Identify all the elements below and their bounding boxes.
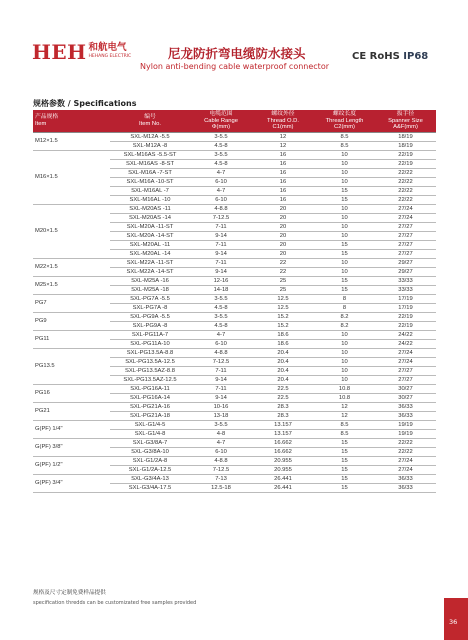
column-header-line: 螺纹外径 — [271, 111, 295, 117]
cable-range-cell: 13-18 — [190, 411, 252, 420]
column-header-line: C1(mm) — [272, 124, 294, 130]
item-number-cell: SXL-G1/4-5 — [110, 420, 190, 429]
spanner-size-cell: 17/19 — [375, 294, 436, 303]
column-header-line: Cable Range — [204, 117, 238, 124]
cable-range-cell: 3-5.5 — [190, 420, 252, 429]
thread-length-cell: 15 — [314, 285, 375, 294]
spanner-size-cell: 36/33 — [375, 474, 436, 483]
table-body — [33, 132, 436, 492]
item-number-cell: SXL-PG13.5A-12.5 — [110, 357, 190, 366]
item-number-cell: SXL-M20A -14-ST — [110, 231, 190, 240]
thread-length-cell: 15 — [314, 438, 375, 447]
logo-english-name: HEHANG ELECTRIC — [88, 54, 132, 59]
cable-range-cell: 4-8 — [190, 429, 252, 438]
cable-range-cell: 4.5-8 — [190, 303, 252, 312]
cable-range-cell: 10-16 — [190, 402, 252, 411]
spanner-size-cell: 22/22 — [375, 438, 436, 447]
cable-range-cell: 4-7 — [190, 330, 252, 339]
table-row — [33, 150, 436, 159]
table-row — [33, 402, 436, 411]
thread-od-cell: 28.3 — [252, 411, 314, 420]
item-number-cell: SXL-M20AS -14 — [110, 213, 190, 222]
thread-length-cell: 10.8 — [314, 384, 375, 393]
column-header-line: Thread O.D. — [267, 117, 299, 124]
spanner-size-cell: 27/27 — [375, 222, 436, 231]
logo-text — [89, 42, 132, 60]
brand-logo — [32, 42, 131, 62]
column-header-line: Item No. — [139, 120, 161, 127]
item-number-cell: SXL-M20A -11-ST — [110, 222, 190, 231]
item-size-cell: PG7 — [33, 294, 110, 312]
thread-length-cell: 15 — [314, 483, 375, 492]
table-row — [33, 276, 436, 285]
thread-od-cell: 15.2 — [252, 321, 314, 330]
column-header — [252, 110, 314, 132]
column-header-line: Φ(mm) — [211, 124, 231, 130]
item-number-cell: SXL-M16AS -5.5-ST — [110, 150, 190, 159]
cable-range-cell: 4.5-8 — [190, 141, 252, 150]
thread-od-cell: 22.5 — [252, 393, 314, 402]
thread-length-cell: 15 — [314, 276, 375, 285]
thread-length-cell: 10 — [314, 204, 375, 213]
thread-length-cell: 10 — [314, 330, 375, 339]
column-header-line: Item — [35, 120, 47, 127]
item-number-cell: SXL-M16AL -7 — [110, 186, 190, 195]
item-number-cell: SXL-PG11A-7 — [110, 330, 190, 339]
cable-range-cell: 6-10 — [190, 177, 252, 186]
item-number-cell: SXL-PG13.5A-8.8 — [110, 348, 190, 357]
item-number-cell: SXL-PG21A-16 — [110, 402, 190, 411]
thread-od-cell: 12.5 — [252, 303, 314, 312]
thread-od-cell: 26.441 — [252, 474, 314, 483]
item-number-cell: SXL-M16AS -8-ST — [110, 159, 190, 168]
spanner-size-cell: 29/27 — [375, 258, 436, 267]
spanner-size-cell: 22/22 — [375, 177, 436, 186]
spanner-size-cell: 18/19 — [375, 141, 436, 150]
thread-length-cell: 15 — [314, 447, 375, 456]
thread-od-cell: 25 — [252, 285, 314, 294]
spanner-size-cell: 27/24 — [375, 357, 436, 366]
thread-length-cell: 10.8 — [314, 393, 375, 402]
cable-range-cell: 7-11 — [190, 258, 252, 267]
cable-range-cell: 9-14 — [190, 393, 252, 402]
thread-od-cell: 13.157 — [252, 429, 314, 438]
item-size-cell: PG9 — [33, 312, 110, 330]
column-header — [190, 110, 252, 132]
thread-length-cell: 8.5 — [314, 141, 375, 150]
cable-range-cell: 3-5.5 — [190, 132, 252, 141]
table-row — [33, 420, 436, 429]
thread-od-cell: 20 — [252, 204, 314, 213]
thread-od-cell: 22.5 — [252, 384, 314, 393]
thread-length-cell: 15 — [314, 456, 375, 465]
table-row — [33, 348, 436, 357]
thread-od-cell: 20 — [252, 222, 314, 231]
footnote-english: specification thredds can be customizated free samples provided — [33, 600, 197, 606]
table-row — [33, 330, 436, 339]
thread-length-cell: 15 — [314, 465, 375, 474]
item-number-cell: SXL-G3/8A-10 — [110, 447, 190, 456]
column-header-line: Spanner Size — [388, 117, 423, 124]
column-header-line: 编号 — [144, 114, 156, 121]
cable-range-cell: 4-7 — [190, 168, 252, 177]
thread-length-cell: 15 — [314, 474, 375, 483]
page-number: 36 — [449, 618, 458, 626]
thread-length-cell: 15 — [314, 195, 375, 204]
thread-od-cell: 20 — [252, 249, 314, 258]
thread-od-cell: 16 — [252, 195, 314, 204]
table-row — [33, 438, 436, 447]
column-header-line: 产品规格 — [35, 114, 59, 121]
item-number-cell: SXL-PG21A-18 — [110, 411, 190, 420]
spanner-size-cell: 24/22 — [375, 339, 436, 348]
column-header — [33, 110, 110, 132]
thread-length-cell: 15 — [314, 186, 375, 195]
thread-length-cell: 15 — [314, 249, 375, 258]
cable-range-cell: 7-12.5 — [190, 357, 252, 366]
table-row — [33, 384, 436, 393]
cable-range-cell: 9-14 — [190, 267, 252, 276]
thread-length-cell: 8 — [314, 303, 375, 312]
spanner-size-cell: 18/19 — [375, 132, 436, 141]
spanner-size-cell: 19/19 — [375, 420, 436, 429]
thread-od-cell: 18.6 — [252, 330, 314, 339]
item-number-cell: SXL-M20AL -11 — [110, 240, 190, 249]
item-number-cell: SXL-M22A -14-ST — [110, 267, 190, 276]
thread-od-cell: 16 — [252, 150, 314, 159]
item-number-cell: SXL-PG9A -8 — [110, 321, 190, 330]
cable-range-cell: 9-14 — [190, 249, 252, 258]
thread-od-cell: 20 — [252, 213, 314, 222]
footnote-chinese: 规格及尺寸定制免费样品提供 — [33, 590, 106, 596]
thread-length-cell: 10 — [314, 267, 375, 276]
item-number-cell: SXL-G1/2A-12.5 — [110, 465, 190, 474]
spanner-size-cell: 22/22 — [375, 447, 436, 456]
cable-range-cell: 7-12.5 — [190, 465, 252, 474]
column-header-line: C2(mm) — [334, 124, 355, 130]
thread-length-cell: 8.5 — [314, 429, 375, 438]
spanner-size-cell: 22/22 — [375, 186, 436, 195]
cable-range-cell: 3-5.5 — [190, 312, 252, 321]
spanner-size-cell: 36/33 — [375, 402, 436, 411]
item-number-cell: SXL-M22A -11-ST — [110, 258, 190, 267]
thread-od-cell: 16 — [252, 186, 314, 195]
column-header-line: 扳手径 — [396, 111, 415, 117]
item-number-cell: SXL-PG7A -8 — [110, 303, 190, 312]
cable-range-cell: 4-8.8 — [190, 348, 252, 357]
cable-range-cell: 6-10 — [190, 339, 252, 348]
thread-od-cell: 20.4 — [252, 357, 314, 366]
spanner-size-cell: 27/27 — [375, 249, 436, 258]
spanner-size-cell: 27/24 — [375, 213, 436, 222]
thread-length-cell: 10 — [314, 168, 375, 177]
section-title: 规格参数 / Specifications — [33, 99, 137, 108]
table-row — [33, 258, 436, 267]
spanner-size-cell: 27/24 — [375, 456, 436, 465]
thread-od-cell: 20.955 — [252, 465, 314, 474]
item-number-cell: SXL-M20AL -14 — [110, 249, 190, 258]
table-row — [33, 456, 436, 465]
ce-rohs-marks: CE RoHS — [352, 51, 400, 62]
thread-od-cell: 16.662 — [252, 438, 314, 447]
thread-od-cell: 20 — [252, 240, 314, 249]
spanner-size-cell: 30/27 — [375, 393, 436, 402]
cable-range-cell: 7-13 — [190, 474, 252, 483]
thread-length-cell: 10 — [314, 357, 375, 366]
item-size-cell: PG13.5 — [33, 348, 110, 384]
cable-range-cell: 3-5.5 — [190, 150, 252, 159]
cable-range-cell: 7-12.5 — [190, 213, 252, 222]
item-number-cell: SXL-PG7A -5.5 — [110, 294, 190, 303]
thread-length-cell: 10 — [314, 213, 375, 222]
thread-length-cell: 12 — [314, 402, 375, 411]
table-row — [33, 132, 436, 141]
thread-od-cell: 15.2 — [252, 312, 314, 321]
cable-range-cell: 6-10 — [190, 447, 252, 456]
thread-length-cell: 8.2 — [314, 312, 375, 321]
item-number-cell: SXL-M25A -16 — [110, 276, 190, 285]
thread-length-cell: 10 — [314, 348, 375, 357]
thread-length-cell: 10 — [314, 375, 375, 384]
item-number-cell: SXL-M16A -10-ST — [110, 177, 190, 186]
thread-od-cell: 25 — [252, 276, 314, 285]
column-header — [375, 110, 436, 132]
cable-range-cell: 7-11 — [190, 366, 252, 375]
cable-range-cell: 4-8.8 — [190, 456, 252, 465]
spanner-size-cell: 27/27 — [375, 375, 436, 384]
item-size-cell: PG16 — [33, 384, 110, 402]
thread-length-cell: 8.5 — [314, 420, 375, 429]
thread-od-cell: 20.955 — [252, 456, 314, 465]
spanner-size-cell: 24/22 — [375, 330, 436, 339]
item-number-cell: SXL-G3/4A-13 — [110, 474, 190, 483]
cable-range-cell: 7-11 — [190, 240, 252, 249]
item-size-cell: G(PF) 3/8" — [33, 438, 110, 456]
cable-range-cell: 7-11 — [190, 222, 252, 231]
cable-range-cell: 3-5.5 — [190, 294, 252, 303]
item-number-cell: SXL-M16AL -10 — [110, 195, 190, 204]
column-header — [110, 110, 190, 132]
spanner-size-cell: 22/19 — [375, 150, 436, 159]
item-size-cell: M12×1.5 — [33, 132, 110, 150]
table-row — [33, 312, 436, 321]
thread-length-cell: 10 — [314, 231, 375, 240]
spanner-size-cell: 27/27 — [375, 231, 436, 240]
spanner-size-cell: 22/19 — [375, 312, 436, 321]
cable-range-cell: 7-11 — [190, 384, 252, 393]
thread-od-cell: 20.4 — [252, 375, 314, 384]
spanner-size-cell: 33/33 — [375, 285, 436, 294]
table-row — [33, 474, 436, 483]
spanner-size-cell: 22/19 — [375, 321, 436, 330]
item-number-cell: SXL-M16A -7-ST — [110, 168, 190, 177]
item-number-cell: SXL-PG16A-14 — [110, 393, 190, 402]
ip-rating: IP68 — [403, 51, 429, 62]
spanner-size-cell: 30/27 — [375, 384, 436, 393]
column-header-line: 电缆范围 — [209, 111, 233, 117]
item-number-cell: SXL-M25A -18 — [110, 285, 190, 294]
spanner-size-cell: 17/19 — [375, 303, 436, 312]
item-number-cell: SXL-M12A -8 — [110, 141, 190, 150]
thread-od-cell: 12.5 — [252, 294, 314, 303]
item-size-cell: M25×1.5 — [33, 276, 110, 294]
thread-od-cell: 20.4 — [252, 348, 314, 357]
cable-range-cell: 14-18 — [190, 285, 252, 294]
spanner-size-cell: 36/33 — [375, 483, 436, 492]
thread-length-cell: 8.5 — [314, 132, 375, 141]
spanner-size-cell: 19/19 — [375, 429, 436, 438]
cable-range-cell: 9-14 — [190, 375, 252, 384]
column-header-line: 螺纹长度 — [332, 111, 357, 117]
item-number-cell: SXL-M12A -5.5 — [110, 132, 190, 141]
column-header — [314, 110, 375, 132]
thread-od-cell: 16.662 — [252, 447, 314, 456]
logo-mark: HEH — [32, 40, 87, 64]
item-size-cell: M20×1.5 — [33, 204, 110, 258]
spanner-size-cell: 36/33 — [375, 411, 436, 420]
item-number-cell: SXL-G1/4-8 — [110, 429, 190, 438]
cable-range-cell: 4-7 — [190, 438, 252, 447]
item-size-cell: M22×1.5 — [33, 258, 110, 276]
table-row — [33, 204, 436, 213]
thread-length-cell: 10 — [314, 150, 375, 159]
item-size-cell: G(PF) 1/4" — [33, 420, 110, 438]
page-header — [0, 0, 468, 86]
item-size-cell: PG21 — [33, 402, 110, 420]
item-number-cell: SXL-G3/4A-17.5 — [110, 483, 190, 492]
thread-od-cell: 12 — [252, 141, 314, 150]
thread-od-cell: 20.4 — [252, 366, 314, 375]
item-size-cell: PG11 — [33, 330, 110, 348]
cable-range-cell: 4-8.8 — [190, 204, 252, 213]
spanner-size-cell: 33/33 — [375, 276, 436, 285]
item-size-cell: M16×1.5 — [33, 150, 110, 204]
item-number-cell: SXL-PG9A -5.5 — [110, 312, 190, 321]
spanner-size-cell: 27/27 — [375, 240, 436, 249]
thread-od-cell: 22 — [252, 258, 314, 267]
item-number-cell: SXL-M20AS -11 — [110, 204, 190, 213]
spanner-size-cell: 22/22 — [375, 168, 436, 177]
thread-length-cell: 12 — [314, 411, 375, 420]
column-header-line: Thread Length — [325, 117, 364, 124]
thread-od-cell: 26.441 — [252, 483, 314, 492]
item-number-cell: SXL-G3/8A-7 — [110, 438, 190, 447]
thread-od-cell: 20 — [252, 231, 314, 240]
thread-od-cell: 13.157 — [252, 420, 314, 429]
cable-range-cell: 12-16 — [190, 276, 252, 285]
thread-length-cell: 10 — [314, 258, 375, 267]
thread-od-cell: 22 — [252, 267, 314, 276]
thread-od-cell: 16 — [252, 168, 314, 177]
product-title-chinese: 尼龙防折弯电缆防水接头 — [168, 46, 306, 61]
item-number-cell: SXL-PG13.5AZ-12.5 — [110, 375, 190, 384]
thread-length-cell: 10 — [314, 177, 375, 186]
specifications-table — [33, 110, 436, 493]
logo-chinese-name: 和航电气 — [88, 42, 127, 53]
spanner-size-cell: 27/24 — [375, 465, 436, 474]
certification-marks — [352, 51, 428, 62]
thread-length-cell: 10 — [314, 339, 375, 348]
column-header-line: A&F(mm) — [393, 124, 418, 130]
cable-range-cell: 6-10 — [190, 195, 252, 204]
spanner-size-cell: 22/19 — [375, 159, 436, 168]
thread-length-cell: 10 — [314, 159, 375, 168]
table-row — [33, 294, 436, 303]
spanner-size-cell: 22/22 — [375, 195, 436, 204]
cable-range-cell: 9-14 — [190, 231, 252, 240]
cable-range-cell: 4-7 — [190, 186, 252, 195]
thread-length-cell: 8.2 — [314, 321, 375, 330]
cable-range-cell: 12.5-18 — [190, 483, 252, 492]
thread-length-cell: 10 — [314, 222, 375, 231]
thread-od-cell: 18.6 — [252, 339, 314, 348]
cable-range-cell: 4.5-8 — [190, 321, 252, 330]
spanner-size-cell: 27/24 — [375, 348, 436, 357]
thread-length-cell: 8 — [314, 294, 375, 303]
item-number-cell: SXL-PG16A-11 — [110, 384, 190, 393]
spanner-size-cell: 29/27 — [375, 267, 436, 276]
item-size-cell: G(PF) 3/4" — [33, 474, 110, 492]
item-number-cell: SXL-PG13.5AZ-8.8 — [110, 366, 190, 375]
cable-range-cell: 4.5-8 — [190, 159, 252, 168]
thread-od-cell: 12 — [252, 132, 314, 141]
thread-length-cell: 15 — [314, 240, 375, 249]
item-number-cell: SXL-G1/2A-8 — [110, 456, 190, 465]
table-header-row — [33, 110, 436, 132]
spanner-size-cell: 27/27 — [375, 366, 436, 375]
item-size-cell: G(PF) 1/2" — [33, 456, 110, 474]
thread-od-cell: 28.3 — [252, 402, 314, 411]
thread-length-cell: 10 — [314, 366, 375, 375]
item-number-cell: SXL-PG11A-10 — [110, 339, 190, 348]
spanner-size-cell: 27/24 — [375, 204, 436, 213]
thread-od-cell: 16 — [252, 159, 314, 168]
thread-od-cell: 16 — [252, 177, 314, 186]
product-title-english: Nylon anti-bending cable waterproof connector — [140, 62, 330, 71]
